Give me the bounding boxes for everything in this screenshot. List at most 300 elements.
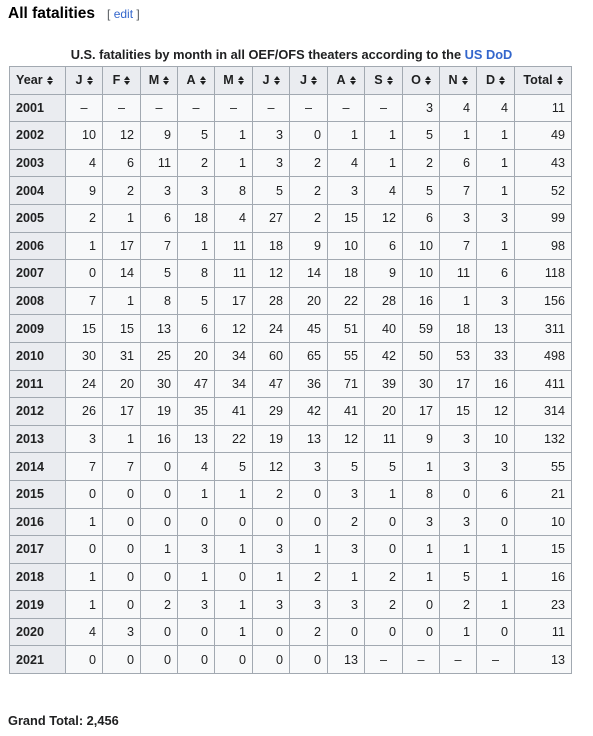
column-header-month[interactable] (103, 67, 141, 95)
table-row (10, 425, 572, 453)
month-cell: 3 (477, 204, 515, 232)
month-cell: 1 (215, 122, 253, 150)
month-cell: 10 (66, 122, 103, 150)
year-cell: 2015 (10, 480, 66, 508)
month-cell: – (328, 94, 365, 122)
month-cell: 4 (477, 94, 515, 122)
month-cell: 12 (477, 398, 515, 426)
column-header-label: Total (523, 73, 553, 88)
sort-icon[interactable] (87, 76, 93, 85)
table-row (10, 591, 572, 619)
month-cell: 1 (328, 563, 365, 591)
month-cell: 0 (290, 646, 328, 674)
column-header-total[interactable] (515, 67, 572, 95)
table-row (10, 453, 572, 481)
month-cell: 3 (440, 508, 477, 536)
year-cell: 2008 (10, 287, 66, 315)
month-cell: 11 (440, 260, 477, 288)
month-cell: 9 (403, 425, 440, 453)
year-cell: 2001 (10, 94, 66, 122)
month-cell: – (253, 94, 290, 122)
total-cell: 10 (515, 508, 572, 536)
month-cell: 41 (215, 398, 253, 426)
month-cell: 1 (178, 232, 215, 260)
month-cell: – (365, 646, 403, 674)
table-row (10, 536, 572, 564)
month-cell: 0 (103, 563, 141, 591)
column-header-label: M (148, 73, 160, 88)
column-header-label: N (448, 73, 458, 88)
year-cell: 2016 (10, 508, 66, 536)
sort-icon[interactable] (350, 76, 356, 85)
section-heading (8, 5, 140, 23)
table-row (10, 177, 572, 205)
month-cell: 3 (178, 536, 215, 564)
year-cell: 2013 (10, 425, 66, 453)
month-cell: 5 (178, 287, 215, 315)
sort-icon[interactable] (311, 76, 317, 85)
edit-link[interactable]: edit (113, 7, 134, 21)
month-cell: 55 (328, 342, 365, 370)
us-dod-link[interactable]: US DoD (464, 47, 513, 62)
month-cell: 1 (477, 232, 515, 260)
month-cell: 6 (440, 149, 477, 177)
month-cell: 0 (103, 480, 141, 508)
month-cell: 16 (403, 287, 440, 315)
table-row (10, 398, 572, 426)
month-cell: 20 (178, 342, 215, 370)
month-cell: 0 (66, 646, 103, 674)
month-cell: 1 (477, 177, 515, 205)
month-cell: 0 (403, 618, 440, 646)
month-cell: 6 (477, 260, 515, 288)
table-row (10, 149, 572, 177)
month-cell: 0 (66, 480, 103, 508)
month-cell: – (66, 94, 103, 122)
month-cell: 18 (253, 232, 290, 260)
month-cell: 0 (141, 508, 178, 536)
column-header-month[interactable] (253, 67, 290, 95)
sort-icon[interactable] (238, 76, 244, 85)
month-cell: 2 (66, 204, 103, 232)
month-cell: 0 (66, 260, 103, 288)
total-cell: 132 (515, 425, 572, 453)
month-cell: 10 (328, 232, 365, 260)
column-header-label: O (411, 73, 421, 88)
month-cell: 5 (328, 453, 365, 481)
month-cell: 47 (178, 370, 215, 398)
month-cell: 13 (477, 315, 515, 343)
month-cell: 3 (440, 453, 477, 481)
month-cell: 1 (103, 287, 141, 315)
month-cell: 6 (403, 204, 440, 232)
month-cell: 3 (178, 591, 215, 619)
month-cell: 1 (403, 563, 440, 591)
month-cell: 7 (66, 453, 103, 481)
month-cell: 1 (141, 536, 178, 564)
month-cell: 0 (403, 591, 440, 619)
month-cell: 11 (141, 149, 178, 177)
month-cell: 2 (365, 591, 403, 619)
month-cell: 1 (66, 591, 103, 619)
month-cell: 13 (141, 315, 178, 343)
table-row (10, 315, 572, 343)
month-cell: 17 (103, 398, 141, 426)
caption-text: U.S. fatalities by month in all OEF/OFS theaters according to the (70, 47, 465, 62)
table-row (10, 370, 572, 398)
month-cell: 3 (253, 591, 290, 619)
month-cell: 0 (215, 508, 253, 536)
column-header-label: J (75, 73, 83, 88)
year-cell: 2020 (10, 618, 66, 646)
month-cell: 1 (440, 618, 477, 646)
month-cell: 3 (66, 425, 103, 453)
column-header-label: S (374, 73, 383, 88)
month-cell: 4 (215, 204, 253, 232)
total-cell: 118 (515, 260, 572, 288)
month-cell: 16 (141, 425, 178, 453)
table-row (10, 232, 572, 260)
month-cell: 1 (440, 122, 477, 150)
month-cell: 3 (253, 536, 290, 564)
month-cell: 1 (477, 122, 515, 150)
month-cell: 29 (253, 398, 290, 426)
table-row (10, 646, 572, 674)
grand-total: Grand Total: 2,456 (8, 713, 119, 728)
column-header-label: A (336, 73, 346, 88)
total-cell: 311 (515, 315, 572, 343)
month-cell: 3 (328, 536, 365, 564)
month-cell: 3 (403, 508, 440, 536)
month-cell: 3 (440, 425, 477, 453)
month-cell: 1 (440, 287, 477, 315)
month-cell: 2 (328, 508, 365, 536)
month-cell: 47 (253, 370, 290, 398)
month-cell: 3 (440, 204, 477, 232)
month-cell: 15 (440, 398, 477, 426)
year-cell: 2009 (10, 315, 66, 343)
month-cell: 3 (290, 453, 328, 481)
month-cell: 40 (365, 315, 403, 343)
month-cell: 7 (66, 287, 103, 315)
month-cell: 4 (178, 453, 215, 481)
column-header-label: Year (16, 73, 43, 88)
year-cell: 2007 (10, 260, 66, 288)
month-cell: 0 (141, 453, 178, 481)
table-row (10, 508, 572, 536)
month-cell: 17 (103, 232, 141, 260)
month-cell: 0 (253, 508, 290, 536)
month-cell: 3 (328, 177, 365, 205)
month-cell: 7 (103, 453, 141, 481)
month-cell: 7 (440, 177, 477, 205)
sort-icon[interactable] (200, 76, 206, 85)
month-cell: 10 (477, 425, 515, 453)
month-cell: 0 (178, 618, 215, 646)
month-cell: 3 (290, 591, 328, 619)
sort-icon[interactable] (499, 76, 505, 85)
table-body (10, 94, 572, 673)
month-cell: 20 (103, 370, 141, 398)
month-cell: 8 (178, 260, 215, 288)
sort-icon[interactable] (47, 76, 53, 85)
month-cell: 20 (365, 398, 403, 426)
month-cell: 1 (66, 232, 103, 260)
month-cell: – (103, 94, 141, 122)
total-cell: 15 (515, 536, 572, 564)
month-cell: 2 (253, 480, 290, 508)
month-cell: 1 (66, 563, 103, 591)
column-header-month[interactable] (141, 67, 178, 95)
month-cell: 0 (215, 563, 253, 591)
month-cell: 12 (253, 453, 290, 481)
total-cell: 49 (515, 122, 572, 150)
month-cell: 10 (403, 232, 440, 260)
edit-section (107, 7, 140, 21)
month-cell: 3 (253, 122, 290, 150)
month-cell: 0 (440, 480, 477, 508)
fatalities-table (9, 66, 572, 674)
month-cell: 9 (66, 177, 103, 205)
month-cell: 0 (141, 563, 178, 591)
month-cell: 24 (253, 315, 290, 343)
month-cell: 12 (365, 204, 403, 232)
month-cell: 8 (215, 177, 253, 205)
total-cell: 16 (515, 563, 572, 591)
month-cell: – (477, 646, 515, 674)
month-cell: 0 (253, 646, 290, 674)
year-cell: 2002 (10, 122, 66, 150)
month-cell: 12 (103, 122, 141, 150)
month-cell: 4 (66, 618, 103, 646)
month-cell: 19 (253, 425, 290, 453)
month-cell: 5 (178, 122, 215, 150)
month-cell: 19 (141, 398, 178, 426)
total-cell: 43 (515, 149, 572, 177)
month-cell: 9 (290, 232, 328, 260)
month-cell: 1 (365, 149, 403, 177)
month-cell: 0 (290, 122, 328, 150)
month-cell: 3 (141, 177, 178, 205)
month-cell: 1 (215, 618, 253, 646)
sort-icon[interactable] (387, 76, 393, 85)
month-cell: 5 (440, 563, 477, 591)
month-cell: 36 (290, 370, 328, 398)
column-header-month[interactable] (290, 67, 328, 95)
section-title: All fatalities (8, 5, 95, 22)
month-cell: 0 (103, 536, 141, 564)
column-header-year[interactable] (10, 67, 66, 95)
total-cell: 98 (515, 232, 572, 260)
sort-icon[interactable] (462, 76, 468, 85)
month-cell: 1 (103, 204, 141, 232)
month-cell: 60 (253, 342, 290, 370)
month-cell: 2 (365, 563, 403, 591)
month-cell: 11 (215, 232, 253, 260)
month-cell: 6 (477, 480, 515, 508)
total-cell: 99 (515, 204, 572, 232)
month-cell: 2 (440, 591, 477, 619)
month-cell: 13 (328, 646, 365, 674)
month-cell: 6 (178, 315, 215, 343)
month-cell: 0 (215, 646, 253, 674)
month-cell: 15 (66, 315, 103, 343)
month-cell: 0 (365, 536, 403, 564)
year-cell: 2021 (10, 646, 66, 674)
month-cell: 6 (365, 232, 403, 260)
table-row (10, 204, 572, 232)
table-row (10, 287, 572, 315)
column-header-month[interactable] (328, 67, 365, 95)
month-cell: 1 (477, 149, 515, 177)
month-cell: 1 (365, 122, 403, 150)
month-cell: 1 (253, 563, 290, 591)
sort-icon[interactable] (557, 76, 563, 85)
month-cell: 1 (215, 591, 253, 619)
month-cell: 1 (403, 536, 440, 564)
column-header-month[interactable] (178, 67, 215, 95)
month-cell: 0 (66, 536, 103, 564)
month-cell: 18 (178, 204, 215, 232)
month-cell: 16 (477, 370, 515, 398)
year-cell: 2006 (10, 232, 66, 260)
table-row (10, 342, 572, 370)
month-cell: 0 (477, 508, 515, 536)
month-cell: 5 (215, 453, 253, 481)
month-cell: 1 (178, 563, 215, 591)
column-header-month[interactable] (215, 67, 253, 95)
column-header-label: D (485, 73, 496, 88)
month-cell: 0 (365, 618, 403, 646)
month-cell: 10 (403, 260, 440, 288)
month-cell: 2 (290, 563, 328, 591)
month-cell: 12 (253, 260, 290, 288)
month-cell: 1 (328, 122, 365, 150)
total-cell: 23 (515, 591, 572, 619)
column-header-month[interactable] (403, 67, 440, 95)
month-cell: 13 (290, 425, 328, 453)
year-cell: 2012 (10, 398, 66, 426)
month-cell: – (141, 94, 178, 122)
month-cell: 7 (141, 232, 178, 260)
month-cell: 17 (215, 287, 253, 315)
month-cell: 34 (215, 370, 253, 398)
month-cell: 3 (328, 480, 365, 508)
month-cell: 1 (440, 536, 477, 564)
month-cell: 30 (141, 370, 178, 398)
month-cell: 5 (141, 260, 178, 288)
year-cell: 2011 (10, 370, 66, 398)
month-cell: 1 (178, 480, 215, 508)
month-cell: 0 (290, 508, 328, 536)
month-cell: 11 (215, 260, 253, 288)
month-cell: 1 (477, 591, 515, 619)
column-header-label: M (223, 73, 234, 88)
sort-icon[interactable] (124, 76, 130, 85)
month-cell: – (178, 94, 215, 122)
month-cell: 8 (141, 287, 178, 315)
month-cell: 65 (290, 342, 328, 370)
total-cell: 55 (515, 453, 572, 481)
month-cell: 1 (215, 480, 253, 508)
year-cell: 2005 (10, 204, 66, 232)
month-cell: 5 (365, 453, 403, 481)
month-cell: 2 (178, 149, 215, 177)
month-cell: 24 (66, 370, 103, 398)
column-header-month[interactable] (440, 67, 477, 95)
month-cell: 12 (215, 315, 253, 343)
month-cell: 18 (328, 260, 365, 288)
month-cell: 0 (365, 508, 403, 536)
table-row (10, 94, 572, 122)
table-row (10, 260, 572, 288)
table-row (10, 618, 572, 646)
month-cell: 33 (477, 342, 515, 370)
month-cell: 0 (290, 480, 328, 508)
column-header-label: A (186, 73, 196, 88)
sort-icon[interactable] (274, 76, 280, 85)
month-cell: 45 (290, 315, 328, 343)
month-cell: 0 (253, 618, 290, 646)
month-cell: 11 (365, 425, 403, 453)
month-cell: 6 (103, 149, 141, 177)
month-cell: 5 (403, 122, 440, 150)
month-cell: 35 (178, 398, 215, 426)
total-cell: 21 (515, 480, 572, 508)
month-cell: 3 (328, 591, 365, 619)
month-cell: 0 (103, 591, 141, 619)
month-cell: 42 (290, 398, 328, 426)
month-cell: 0 (328, 618, 365, 646)
month-cell: 0 (141, 618, 178, 646)
total-cell: 11 (515, 94, 572, 122)
month-cell: 0 (178, 646, 215, 674)
month-cell: 1 (215, 536, 253, 564)
month-cell: 5 (253, 177, 290, 205)
table-row (10, 122, 572, 150)
total-cell: 314 (515, 398, 572, 426)
table-caption (10, 47, 573, 62)
column-header-month[interactable] (66, 67, 103, 95)
sort-icon[interactable] (163, 76, 169, 85)
month-cell: – (403, 646, 440, 674)
month-cell: 12 (328, 425, 365, 453)
total-cell: 13 (515, 646, 572, 674)
header-row (10, 67, 572, 95)
month-cell: 17 (403, 398, 440, 426)
month-cell: 2 (290, 204, 328, 232)
month-cell: 27 (253, 204, 290, 232)
year-cell: 2014 (10, 453, 66, 481)
column-header-month[interactable] (477, 67, 515, 95)
month-cell: 39 (365, 370, 403, 398)
month-cell: 0 (103, 508, 141, 536)
column-header-label: F (112, 73, 121, 88)
table-row (10, 480, 572, 508)
month-cell: 15 (103, 315, 141, 343)
month-cell: 9 (141, 122, 178, 150)
column-header-month[interactable] (365, 67, 403, 95)
month-cell: 4 (440, 94, 477, 122)
month-cell: 18 (440, 315, 477, 343)
table-row (10, 563, 572, 591)
sort-icon[interactable] (425, 76, 431, 85)
month-cell: 22 (215, 425, 253, 453)
month-cell: 34 (215, 342, 253, 370)
month-cell: 3 (253, 149, 290, 177)
month-cell: 22 (328, 287, 365, 315)
month-cell: 50 (403, 342, 440, 370)
